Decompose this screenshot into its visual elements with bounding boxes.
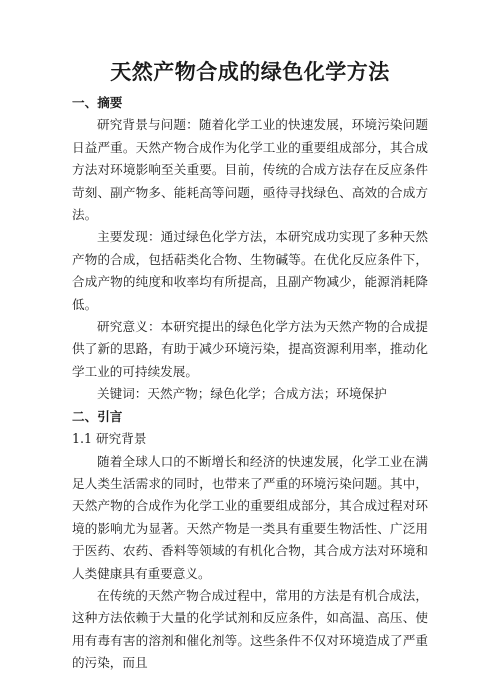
document-body [72, 92, 428, 675]
introduction-paragraph: 在传统的天然产物合成过程中，常用的方法是有机合成法，这种方法依赖于大量的化学试剂和反应条件，如高温、高压、使用有毒有害的溶剂和催化剂等。这些条件不仅对环境造成了严重的污染，而且 [72, 587, 428, 671]
introduction-paragraph: 随着全球人口的不断增长和经济的快速发展，化学工业在满足人类生活需求的同时，也带来了严重的环境污染问题。其中，天然产物的合成作为化学工业的重要组成部分，其合成过程对环境的影响尤为显著。天然产物是一类具有重要生物活性、广泛用于医药、农药、香料等领域的有机化合物，其合成方法对环境和人类健康具有重要意义。 [72, 453, 428, 581]
keywords-line: 关键词：天然产物；绿色化学；合成方法；环境保护 [97, 386, 387, 402]
section-heading-abstract: 一、摘要 [72, 95, 123, 110]
abstract-significance-paragraph: 研究意义：本研究提出的绿色化学方法为天然产物的合成提供了新的思路，有助于减少环境污染，提高资源利用率，推动化学工业的可持续发展。 [72, 319, 428, 379]
section-heading-introduction: 二、引言 [72, 408, 123, 424]
page-title: 天然产物合成的绿色化学方法 [110, 59, 390, 84]
subsection-heading-background: 1.1 研究背景 [72, 431, 147, 447]
abstract-findings-paragraph: 主要发现：通过绿色化学方法，本研究成功实现了多种天然产物的合成，包括萜类化合物、生物碱等。在优化反应条件下，合成产物的纯度和收率均有所提高，且副产物减少，能源消耗降低。 [72, 229, 428, 312]
abstract-background-paragraph: 研究背景与问题：随着化学工业的快速发展，环境污染问题日益严重。天然产物合成作为化学工业的重要组成部分，其合成方法对环境影响至关重要。目前，传统的合成方法存在反应条件苛刻、副产物多、能耗高等问题，亟待寻找绿色、高效的合成方法。 [72, 117, 428, 223]
